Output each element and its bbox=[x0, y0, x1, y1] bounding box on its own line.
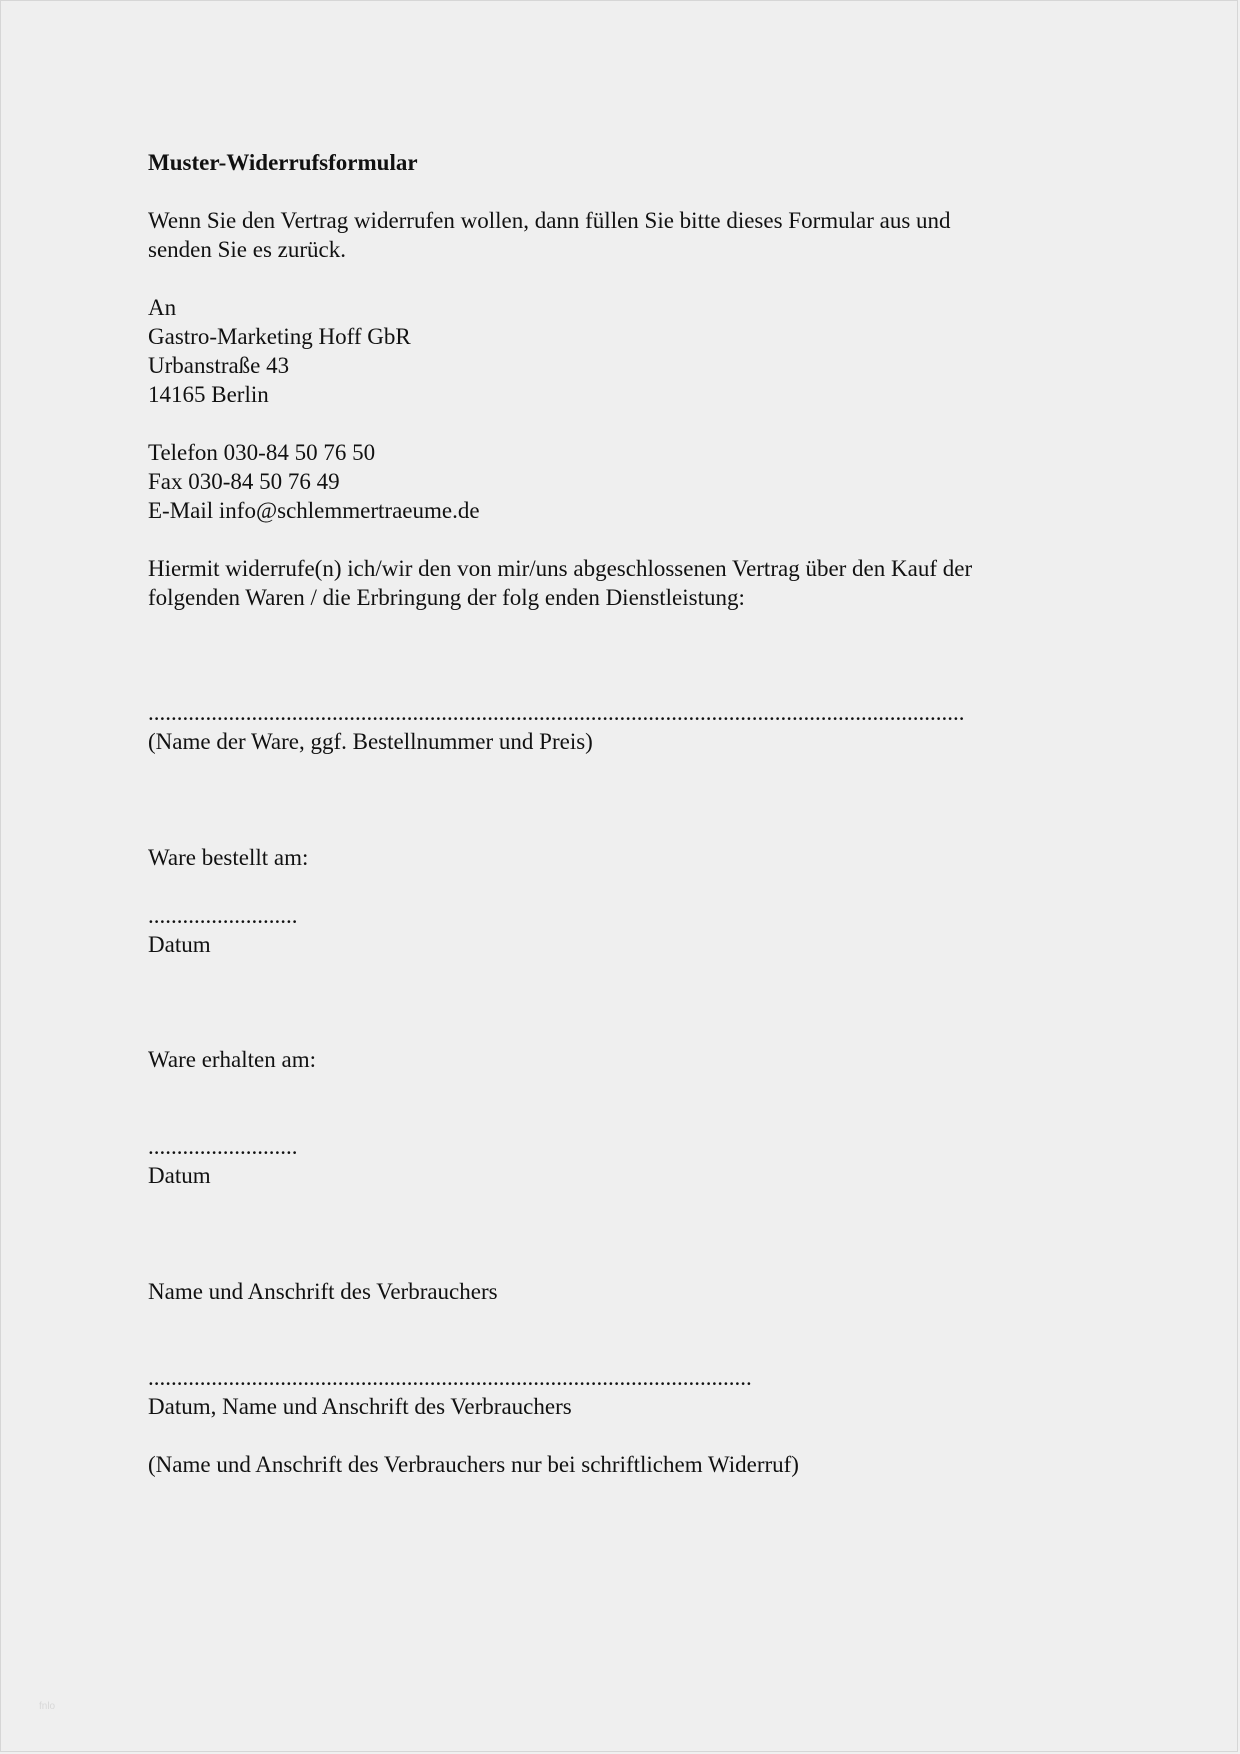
received-date-caption: Datum bbox=[148, 1163, 211, 1188]
ordered-date-dotted-line[interactable]: .......................... bbox=[148, 903, 298, 928]
ordered-date-caption: Datum bbox=[148, 932, 211, 957]
document-title: Muster-Widerrufsformular bbox=[148, 150, 418, 175]
consumer-label: Name und Anschrift des Verbrauchers bbox=[148, 1279, 498, 1304]
recipient-line-1: An bbox=[148, 295, 177, 320]
recipient-street: Urbanstraße 43 bbox=[148, 353, 290, 378]
ordered-label: Ware bestellt am: bbox=[148, 845, 309, 870]
recipient-company: Gastro-Marketing Hoff GbR bbox=[148, 324, 411, 349]
consumer-caption: Datum, Name und Anschrift des Verbrauchers bbox=[148, 1394, 572, 1419]
intro-line-1: Wenn Sie den Vertrag widerrufen wollen, dann füllen Sie bitte dieses Formular aus und bbox=[148, 208, 951, 233]
intro-line-2: senden Sie es zurück. bbox=[148, 237, 346, 262]
contact-phone: Telefon 030-84 50 76 50 bbox=[148, 440, 376, 465]
contact-email: E-Mail info@schlemmertraeume.de bbox=[148, 498, 480, 523]
contact-fax: Fax 030-84 50 76 49 bbox=[148, 469, 340, 494]
received-date-dotted-line[interactable]: .......................... bbox=[148, 1134, 298, 1159]
consumer-dotted-line[interactable]: ......................................................................................................... bbox=[148, 1365, 752, 1390]
consumer-note: (Name und Anschrift des Verbrauchers nur bei schriftlichem Widerruf) bbox=[148, 1452, 799, 1477]
declaration-line-2: folgenden Waren / die Erbringung der folg enden Dienstleistung: bbox=[148, 585, 745, 610]
declaration-line-1: Hiermit widerrufe(n) ich/wir den von mir/uns abgeschlossenen Vertrag über den Kauf der bbox=[148, 556, 973, 581]
watermark-text: fnlo bbox=[39, 1701, 56, 1712]
goods-dotted-line[interactable]: .............................................................................................................................................. bbox=[148, 700, 965, 725]
goods-caption: (Name der Ware, ggf. Bestellnummer und Preis) bbox=[148, 729, 593, 754]
received-label: Ware erhalten am: bbox=[148, 1047, 316, 1072]
recipient-city: 14165 Berlin bbox=[148, 382, 269, 407]
